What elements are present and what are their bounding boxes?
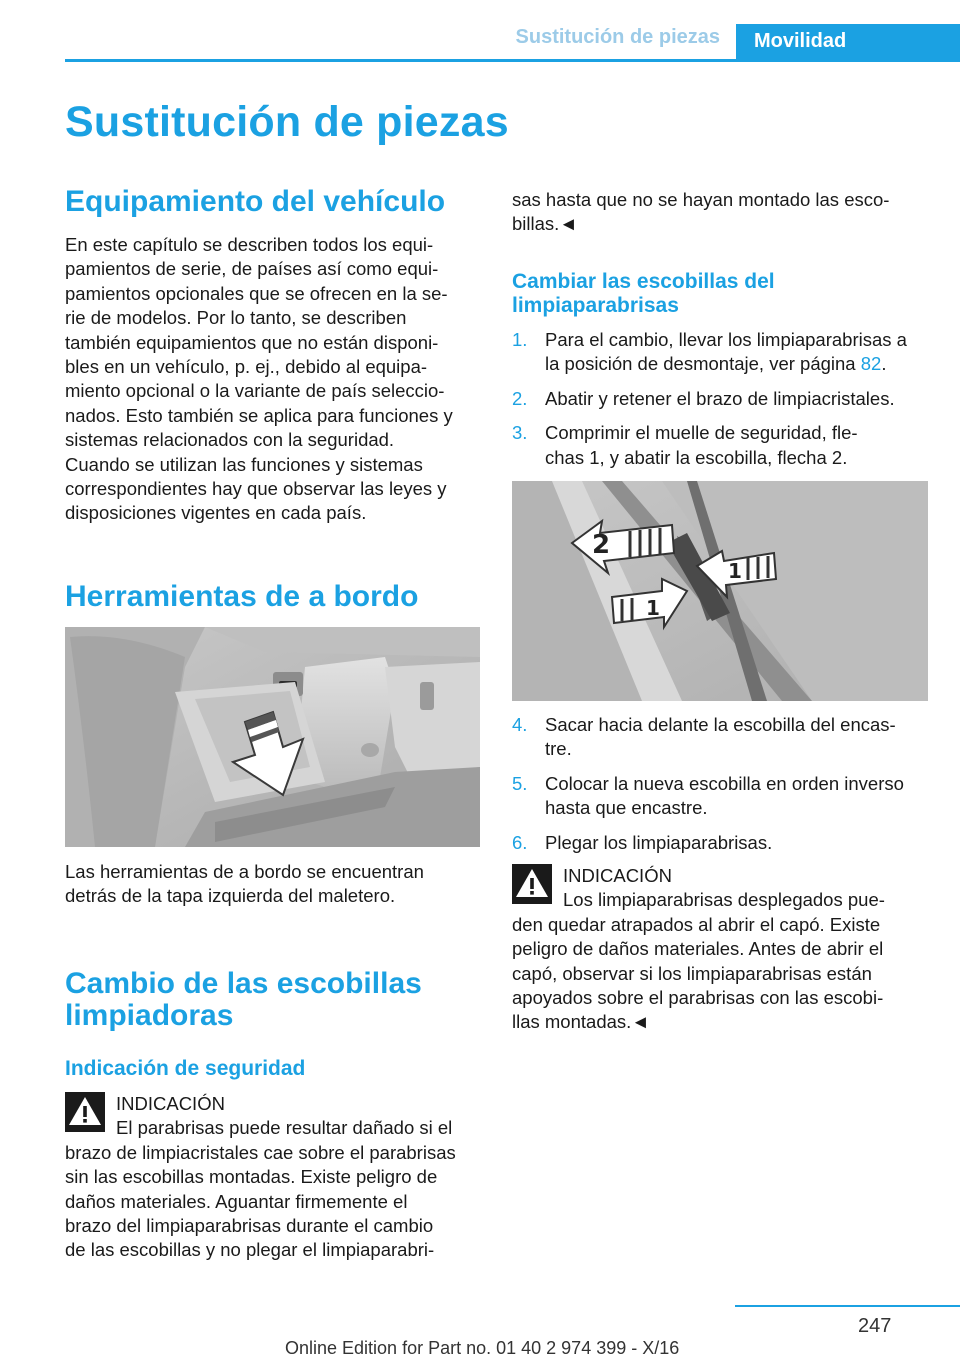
step-text: tre. xyxy=(545,738,572,760)
step-number: 6. xyxy=(512,831,528,853)
text-line: llas montadas.◄ xyxy=(512,1011,650,1033)
text-line: billas.◄ xyxy=(512,213,578,235)
text-line: brazo del limpiaparabrisas durante el cambio xyxy=(65,1215,434,1237)
text-line: brazo de limpiacristales cae sobre el parabrisas xyxy=(65,1141,456,1163)
text-line: nados. Esto también se aplica para funciones y xyxy=(65,404,453,426)
header-rule xyxy=(65,59,960,62)
page-link[interactable]: 82 xyxy=(860,353,882,375)
step-text: chas 1, y abatir la escobilla, flecha 2. xyxy=(545,446,848,468)
steps-list-a xyxy=(512,328,937,470)
heading-cambio-escobillas xyxy=(65,968,422,1032)
text-line: Las herramientas de a bordo se encuentran xyxy=(65,861,424,882)
footer-rule xyxy=(735,1305,960,1307)
paragraph-equipamiento xyxy=(65,233,485,526)
step-text: Colocar la nueva escobilla en orden inverso xyxy=(545,772,904,794)
text-line: den quedar atrapados al abrir el capó. Existe xyxy=(512,913,881,935)
text-line: pamientos de serie, de países así como equi- xyxy=(65,258,439,280)
subheading-cambiar-escobillas xyxy=(512,270,775,318)
text-line: correspondientes hay que observar las leyes y xyxy=(65,478,447,500)
text-line: sistemas relacionados con la seguridad. xyxy=(65,429,395,451)
text-line: rie de modelos. Por lo tanto, se describen xyxy=(65,307,407,329)
notice-label: INDICACIÓN xyxy=(116,1093,225,1114)
notice-text xyxy=(65,1116,485,1262)
steps-list-b xyxy=(512,713,937,855)
text-line: El parabrisas puede resultar dañado si el xyxy=(116,1117,453,1139)
heading-equipamiento: Equipamiento del vehículo xyxy=(65,185,446,218)
notice-text xyxy=(512,888,932,1034)
paragraph-herramientas xyxy=(65,860,485,909)
arrow-label: 1 xyxy=(646,596,660,620)
notice-label: INDICACIÓN xyxy=(563,865,672,886)
text-line: bles en un vehículo, p. ej., debido al equipa- xyxy=(65,356,428,378)
text-line: disposiciones vigentes en cada país. xyxy=(65,502,367,524)
text-line: de las escobillas y no plegar el limpiaparabri- xyxy=(65,1239,435,1261)
step-text: Comprimir el muelle de seguridad, fle- xyxy=(545,422,858,444)
step-text: hasta que encastre. xyxy=(545,797,708,819)
safety-notice-left xyxy=(65,1092,485,1292)
text-line: también equipamientos que no están disponi- xyxy=(65,331,439,353)
paragraph-continuation xyxy=(512,188,932,237)
step-text: Abatir y retener el brazo de limpiacristales. xyxy=(545,387,895,409)
step-number: 1. xyxy=(512,329,528,350)
text-line: Cuando se utilizan las funciones y sistemas xyxy=(65,453,423,475)
wiper-blade-photo xyxy=(512,481,928,701)
step-text: Plegar los limpiaparabrisas. xyxy=(545,831,773,853)
heading-line: Cambiar las escobillas del xyxy=(512,270,775,293)
trunk-illustration xyxy=(65,627,480,847)
text-line: daños materiales. Aguantar firmemente el xyxy=(65,1190,408,1212)
page-header xyxy=(0,24,960,62)
header-section-title: Sustitución de piezas xyxy=(515,26,720,48)
step-text-part: . xyxy=(881,353,887,375)
step-item xyxy=(512,387,937,411)
heading-line: limpiadoras xyxy=(65,999,234,1032)
page-number: 247 xyxy=(858,1315,892,1337)
text-line: capó, observar si los limpiaparabrisas están xyxy=(512,962,872,984)
step-item xyxy=(512,772,937,821)
heading-herramientas: Herramientas de a bordo xyxy=(65,580,419,613)
arrow-label: 2 xyxy=(592,530,611,560)
step-text: Para el cambio, llevar los limpiaparabrisas a xyxy=(545,329,907,350)
step-number: 4. xyxy=(512,714,528,735)
text-line: peligro de daños materiales. Antes de abrir el xyxy=(512,938,884,960)
page-title: Sustitución de piezas xyxy=(65,98,509,146)
text-line: miento opcional o la variante de país seleccio- xyxy=(65,380,445,402)
step-text xyxy=(545,352,937,376)
text-line: detrás de la tapa izquierda del maletero. xyxy=(65,885,396,907)
step-text: Sacar hacia delante la escobilla del encas- xyxy=(545,714,896,735)
text-line: sin las escobillas montadas. Existe peligro de xyxy=(65,1166,438,1188)
heading-line: limpiaparabrisas xyxy=(512,294,679,317)
arrow-label: 1 xyxy=(728,559,742,583)
text-line: pamientos opcionales que se ofrecen en la se- xyxy=(65,282,448,304)
wiper-illustration xyxy=(512,481,928,701)
text-line: apoyados sobre el parabrisas con las escobi- xyxy=(512,987,884,1009)
text-line: sas hasta que no se hayan montado las esco- xyxy=(512,189,890,210)
step-item xyxy=(512,713,937,762)
header-chapter-tab[interactable]: Movilidad xyxy=(736,24,960,62)
heading-line: Cambio de las escobillas xyxy=(65,967,422,1000)
step-text-part: la posición de desmontaje, ver página xyxy=(545,353,861,375)
step-item xyxy=(512,421,937,470)
footer-edition: Online Edition for Part no. 01 40 2 974 399 - X/16 xyxy=(285,1338,680,1358)
text-line: En este capítulo se describen todos los equi- xyxy=(65,234,434,255)
step-item xyxy=(512,328,937,377)
step-number: 2. xyxy=(512,387,528,409)
safety-notice-right xyxy=(512,864,932,1064)
step-number: 5. xyxy=(512,772,528,794)
subheading-indicacion-seguridad: Indicación de seguridad xyxy=(65,1057,306,1080)
step-item xyxy=(512,831,937,855)
trunk-tools-photo xyxy=(65,627,480,847)
text-line: Los limpiaparabrisas desplegados pue- xyxy=(563,889,885,911)
step-number: 3. xyxy=(512,422,528,444)
